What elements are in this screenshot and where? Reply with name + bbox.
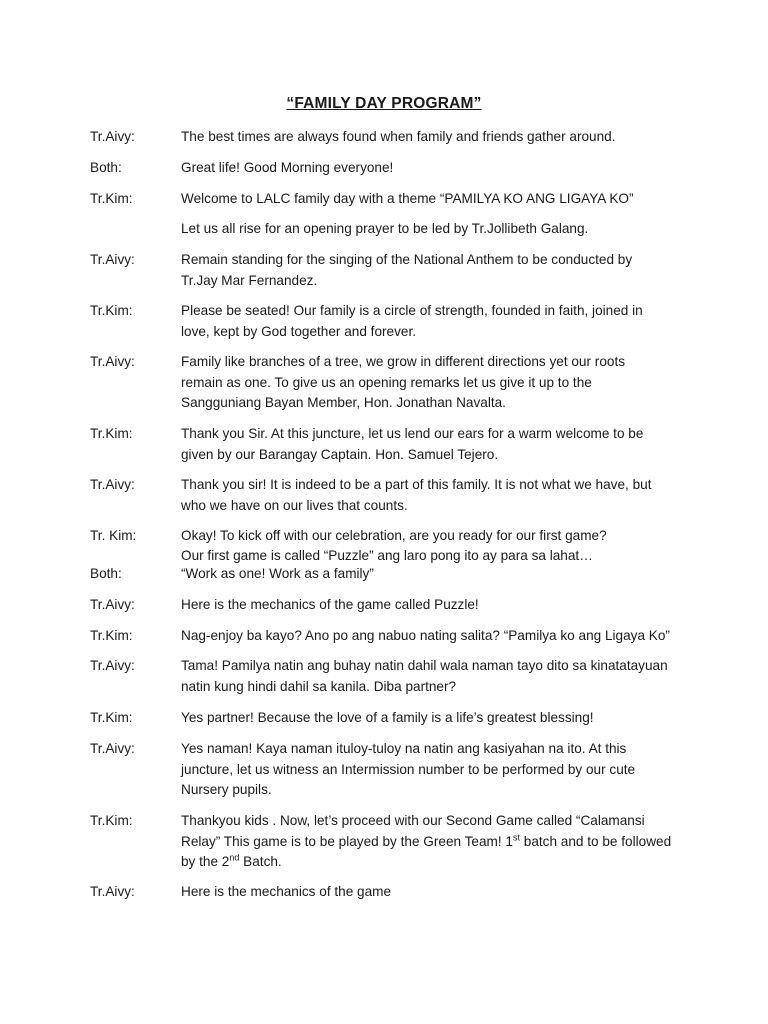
dialogue-line: Let us all rise for an opening prayer to be led by Tr.Jollibeth Galang. xyxy=(181,221,589,236)
dialogue-line: Tr.Jay Mar Fernandez. xyxy=(181,272,318,288)
dialogue-text-segment: Relay” This game is to be played by the Green Team! 1 xyxy=(181,833,513,849)
dialogue-line: Yes naman! Kaya naman ituloy-tuloy na natin ang kasiyahan na ito. At this xyxy=(181,741,627,756)
dialogue-text xyxy=(181,301,681,342)
dialogue-text xyxy=(181,882,681,903)
dialogue-text xyxy=(181,564,681,585)
dialogue-line: juncture, let us witness an Intermission number to be performed by our cute xyxy=(181,761,636,777)
speaker-label: Tr.Aivy: xyxy=(90,884,135,899)
dialogue-text-segment: batch and to be followed xyxy=(519,833,672,849)
dialogue-line: love, kept by God together and forever. xyxy=(181,323,417,339)
dialogue-text xyxy=(181,708,681,729)
dialogue-text xyxy=(181,475,681,516)
speaker-label: Tr.Kim: xyxy=(90,813,133,828)
dialogue-text xyxy=(181,656,681,697)
dialogue-line: Family like branches of a tree, we grow in different directions yet our roots xyxy=(181,354,626,369)
speaker-label: Both: xyxy=(90,160,122,175)
speaker-label: Tr.Aivy: xyxy=(90,477,135,492)
dialogue-line: Remain standing for the singing of the National Anthem to be conducted by xyxy=(181,252,633,267)
speaker-label: Tr.Aivy: xyxy=(90,354,135,369)
dialogue-line: “Work as one! Work as a family” xyxy=(181,566,374,581)
dialogue-text xyxy=(181,739,681,801)
speaker-label: Tr. Kim: xyxy=(90,528,137,543)
speaker-label: Tr.Aivy: xyxy=(90,597,135,612)
speaker-label: Tr.Kim: xyxy=(90,628,133,643)
dialogue-text xyxy=(181,595,681,616)
dialogue-line: who we have on our lives that counts. xyxy=(181,497,408,513)
dialogue-line: Here is the mechanics of the game xyxy=(181,884,392,899)
dialogue-line: Here is the mechanics of the game called Puzzle! xyxy=(181,597,479,612)
speaker-label: Tr.Aivy: xyxy=(90,658,135,673)
dialogue-line: Sangguniang Bayan Member, Hon. Jonathan Navalta. xyxy=(181,395,506,410)
dialogue-line: Nursery pupils. xyxy=(181,782,272,797)
dialogue-text xyxy=(181,424,681,465)
dialogue-line: The best times are always found when family and friends gather around. xyxy=(181,129,616,144)
speaker-label: Both: xyxy=(90,566,122,581)
speaker-label: Tr.Kim: xyxy=(90,426,133,441)
speaker-label: Tr.Kim: xyxy=(90,191,133,206)
dialogue-line: remain as one. To give us an opening remarks let us give it up to the xyxy=(181,374,592,390)
dialogue-line: Yes partner! Because the love of a family is a life’s greatest blessing! xyxy=(181,710,594,725)
dialogue-text xyxy=(181,626,681,647)
dialogue-text-segment: by the 2 xyxy=(181,854,230,869)
ordinal-suffix: nd xyxy=(229,852,240,863)
dialogue-line xyxy=(181,852,681,873)
dialogue-text xyxy=(181,250,681,291)
dialogue-line: Tama! Pamilya natin ang buhay natin dahil wala naman tayo dito sa kinatatayuan xyxy=(181,658,668,673)
dialogue-line: Our first game is called “Puzzle” ang laro pong ito ay para sa lahat… xyxy=(181,547,593,563)
speaker-label: Tr.Kim: xyxy=(90,710,133,725)
dialogue-text xyxy=(181,127,681,148)
dialogue-text xyxy=(181,189,681,210)
dialogue-text xyxy=(181,811,681,873)
speaker-label: Tr.Kim: xyxy=(90,303,133,318)
dialogue-text-segment: Batch. xyxy=(239,854,282,869)
dialogue-line: Welcome to LALC family day with a theme “PAMILYA KO ANG LIGAYA KO” xyxy=(181,191,634,206)
dialogue-line: Please be seated! Our family is a circle of strength, founded in faith, joined in xyxy=(181,303,643,318)
dialogue-line: Thank you sir! It is indeed to be a part of this family. It is not what we have, but xyxy=(181,477,652,492)
dialogue-line: Okay! To kick off with our celebration, are you ready for our first game? xyxy=(181,528,607,543)
dialogue-text xyxy=(181,219,681,240)
dialogue-text xyxy=(181,158,681,179)
dialogue-line: natin kung hindi dahil sa kanila. Diba partner? xyxy=(181,678,457,694)
ordinal-suffix: st xyxy=(512,831,520,842)
dialogue-line: Nag-enjoy ba kayo? Ano po ang nabuo nating salita? “Pamilya ko ang Ligaya Ko” xyxy=(181,628,670,643)
dialogue-line: Thank you Sir. At this juncture, let us lend our ears for a warm welcome to be xyxy=(181,426,644,441)
dialogue-line: Great life! Good Morning everyone! xyxy=(181,160,394,175)
dialogue-line: given by our Barangay Captain. Hon. Samuel Tejero. xyxy=(181,446,499,462)
speaker-label: Tr.Aivy: xyxy=(90,741,135,756)
dialogue-line xyxy=(181,832,681,853)
dialogue-text xyxy=(181,352,681,414)
speaker-label: Tr.Aivy: xyxy=(90,252,135,267)
dialogue-text xyxy=(181,526,681,566)
dialogue-line: Thankyou kids . Now, let’s proceed with our Second Game called “Calamansi xyxy=(181,813,645,828)
speaker-label: Tr.Aivy: xyxy=(90,129,135,144)
page-title: “FAMILY DAY PROGRAM” xyxy=(286,95,482,112)
